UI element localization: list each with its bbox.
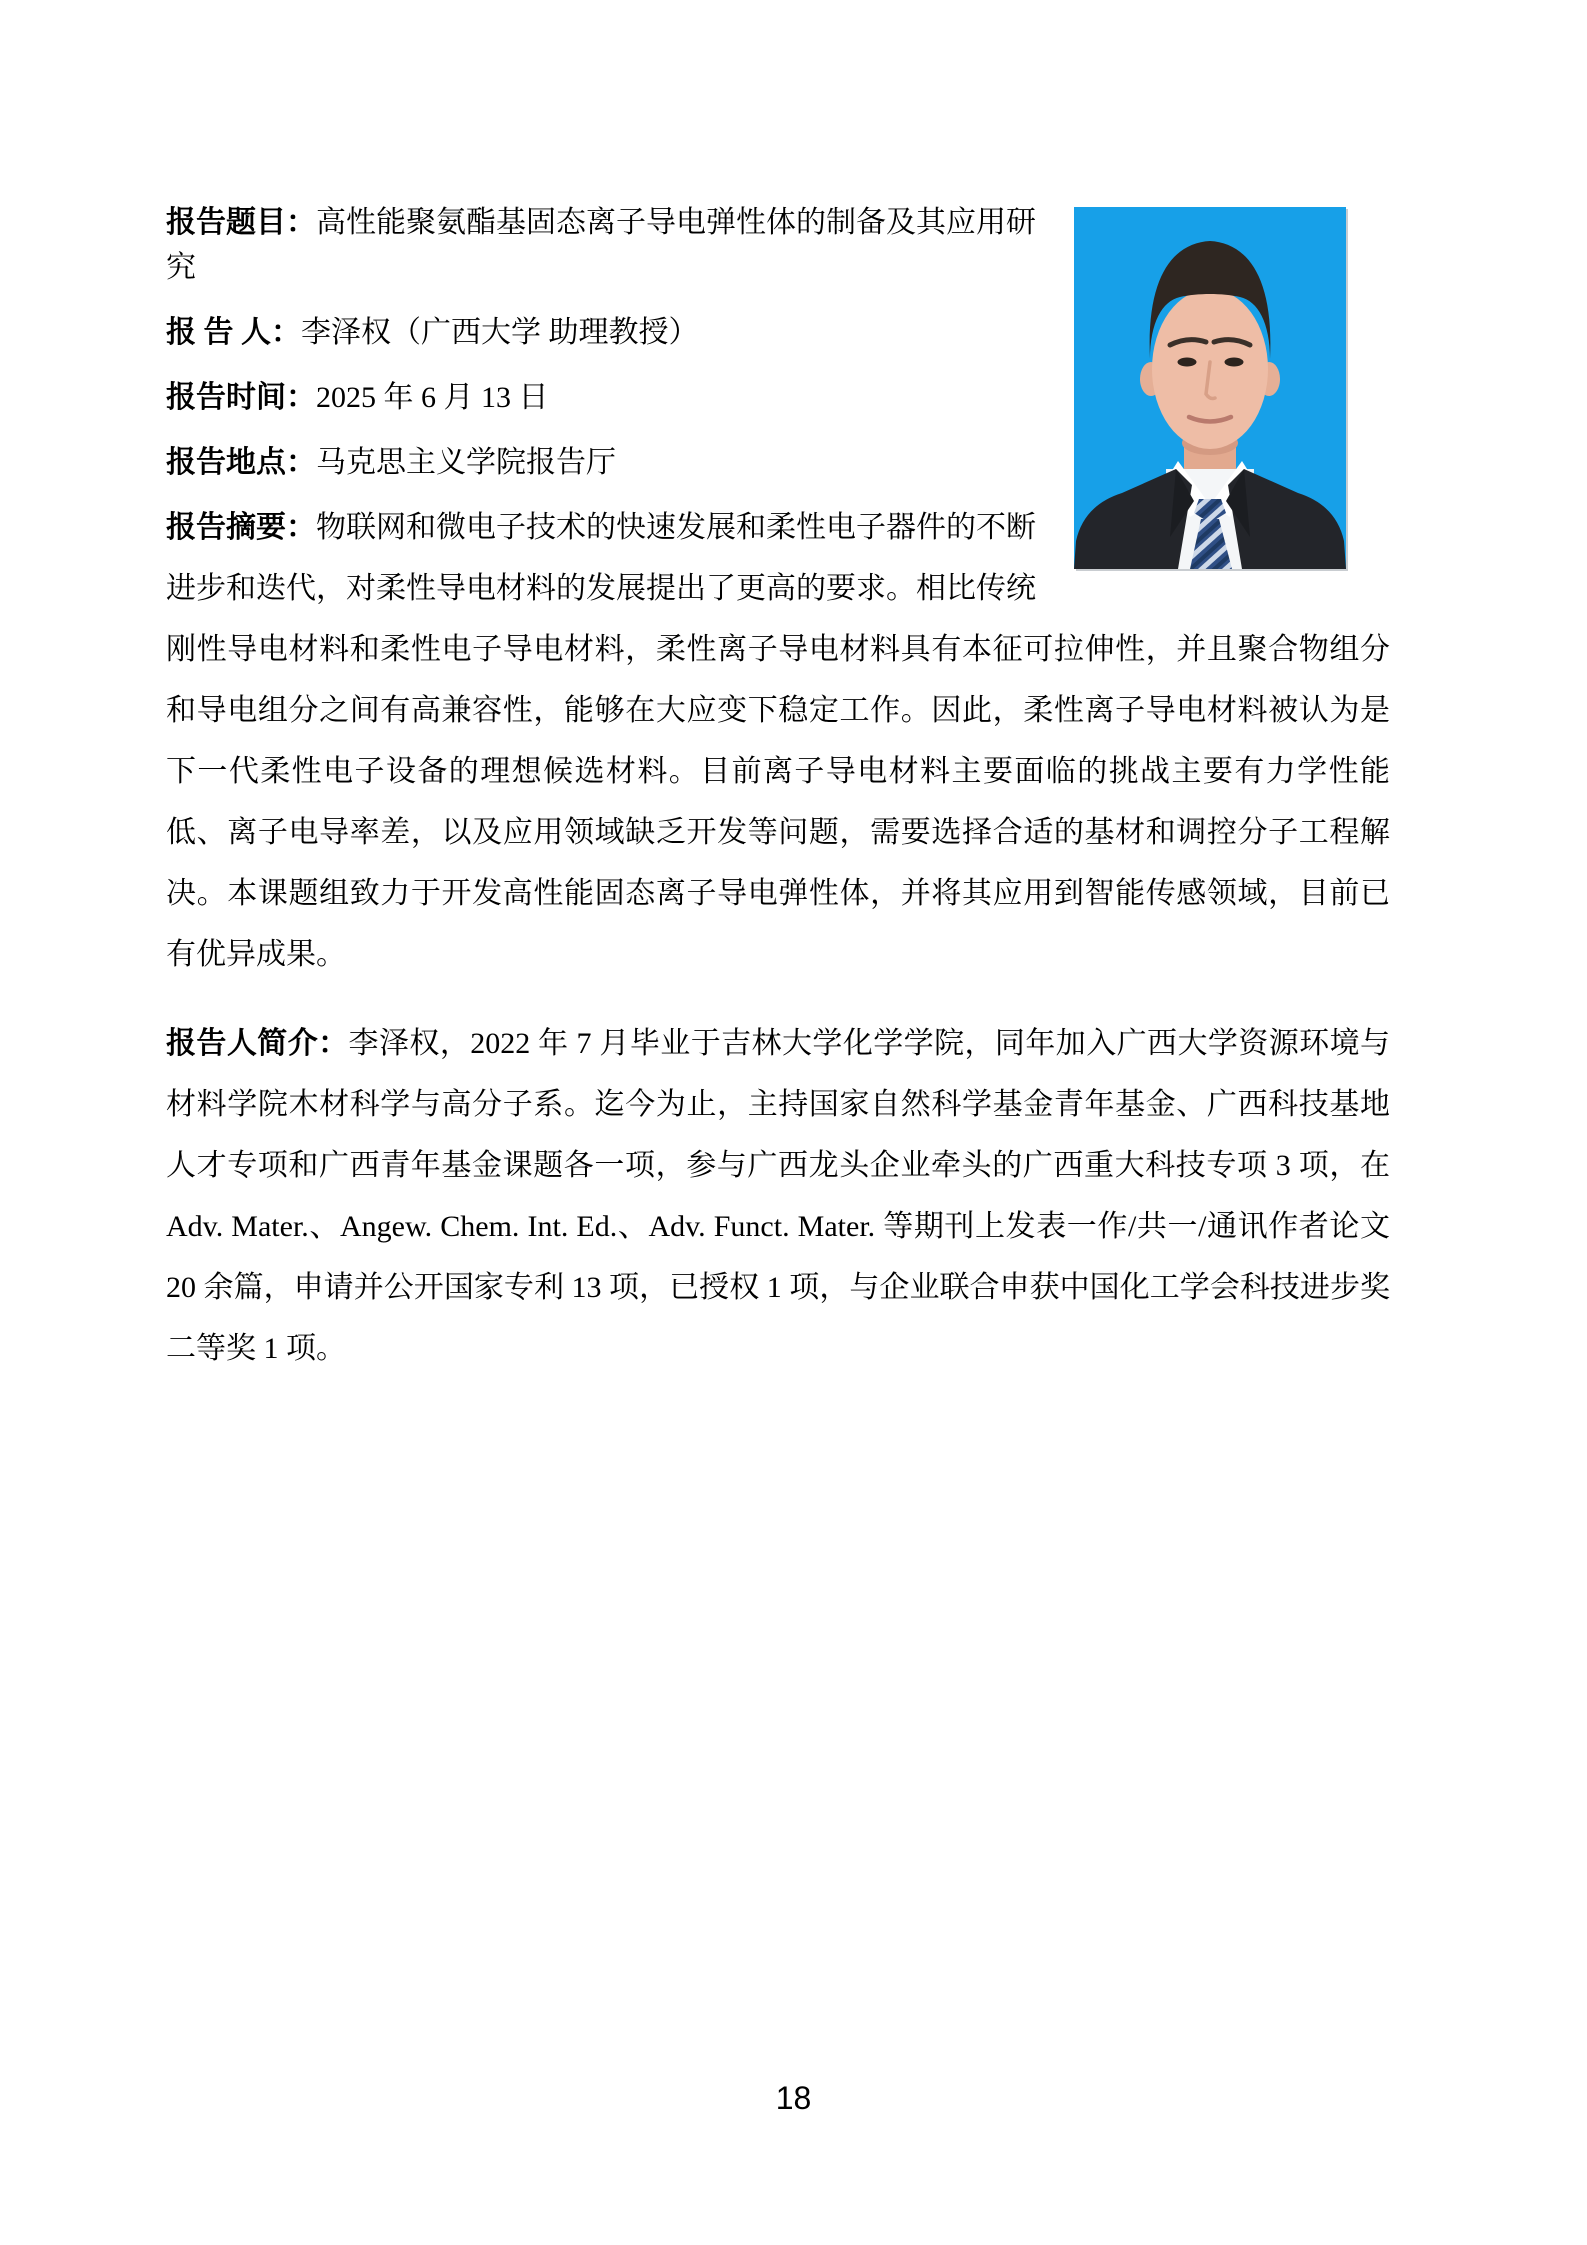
report-location-text: 马克思主义学院报告厅: [316, 446, 616, 479]
speaker-portrait-graphic: [1074, 207, 1346, 569]
speaker-bio-paragraph: [166, 1013, 1390, 1379]
report-abstract-label: 报告摘要：: [166, 511, 316, 544]
report-time-text: 2025 年 6 月 13 日: [316, 381, 549, 414]
speaker-bio-text: 李泽权，2022 年 7 月毕业于吉林大学化学学院，同年加入广西大学资源环境与材料学院木材科学与高分子系。迄今为止，主持国家自然科学基金青年基金、广西科技基地人才专项和广西青年基金课题各一项，参与广西龙头企业牵头的广西重大科技专项 3 项，在 Adv. Mater.、Angew. Chem. Int. Ed.、Adv. Funct. Mater. 等期刊上发表一作/共一/通讯作者论文 20 余篇，申请并公开国家专利 13 项，已授权 1 项，与企业联合申获中国化工学会科技进步奖二等奖 1 项。: [166, 1027, 1391, 1365]
report-speaker-label: 报 告 人：: [166, 316, 301, 349]
document-body: [166, 200, 1390, 1379]
report-time-label: 报告时间：: [166, 381, 316, 414]
report-abstract-text: 物联网和微电子技术的快速发展和柔性电子器件的不断进步和迭代，对柔性导电材料的发展提出了更高的要求。相比传统刚性导电材料和柔性电子导电材料，柔性离子导电材料具有本征可拉伸性，并且聚合物组分和导电组分之间有高兼容性，能够在大应变下稳定工作。因此，柔性离子导电材料被认为是下一代柔性电子设备的理想候选材料。目前离子导电材料主要面临的挑战主要有力学性能低、离子电导率差，以及应用领域缺乏开发等问题，需要选择合适的基材和调控分子工程解决。本课题组致力于开发高性能固态离子导电弹性体，并将其应用到智能传感领域，目前已有优异成果。: [166, 511, 1390, 971]
page-number: 18: [775, 2080, 812, 2116]
report-abstract-paragraph: [166, 497, 1390, 985]
report-speaker-text: 李泽权（广西大学 助理教授）: [301, 316, 699, 349]
eye-left: [1178, 358, 1197, 367]
speaker-bio-label: 报告人简介：: [166, 1027, 349, 1060]
report-title-text: 高性能聚氨酯基固态离子导电弹性体的制备及其应用研究: [166, 206, 1036, 284]
report-title-label: 报告题目：: [166, 206, 316, 239]
report-location-label: 报告地点：: [166, 446, 316, 479]
eye-right: [1225, 358, 1244, 367]
speaker-photo: [1074, 207, 1346, 569]
